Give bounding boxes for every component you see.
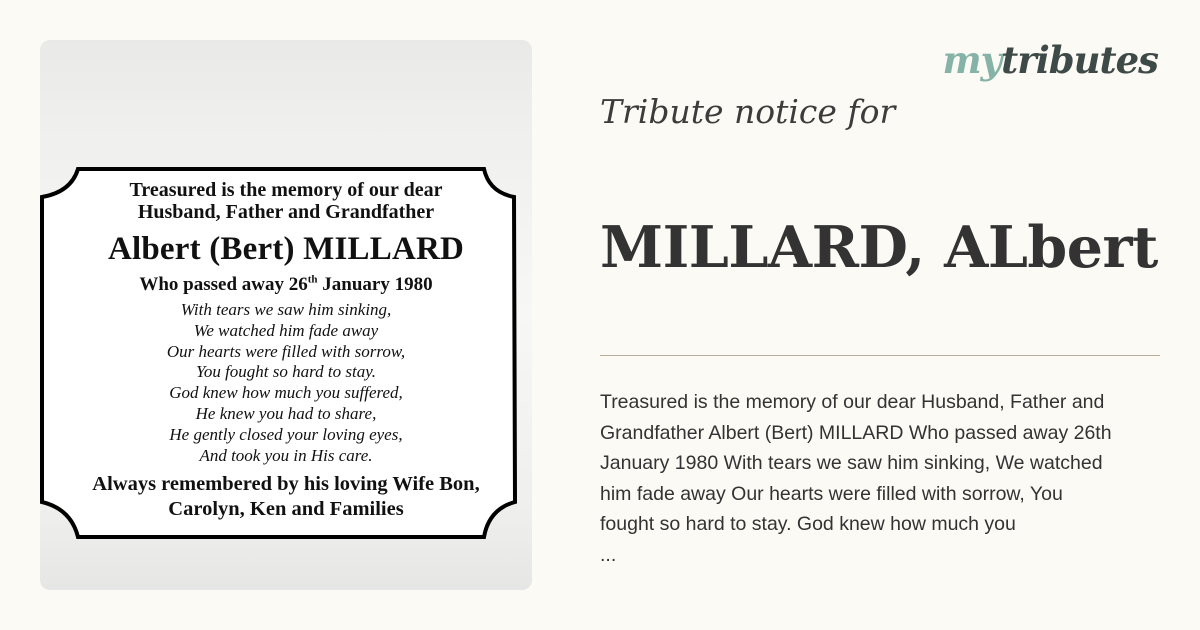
notice-footer-line-1: Always remembered by his loving Wife Bon, bbox=[92, 473, 480, 496]
verse-line: You fought so hard to stay. bbox=[195, 362, 377, 382]
verse-line: He gently closed your loving eyes, bbox=[169, 424, 403, 444]
notice-deceased-name: Albert (Bert) MILLARD bbox=[107, 231, 465, 267]
notice-passed-suffix: January 1980 bbox=[317, 274, 433, 295]
mytributes-logo[interactable] bbox=[942, 36, 1158, 84]
excerpt-line: Grandfather Albert (Bert) MILLARD Who passed away 26th bbox=[600, 421, 1112, 444]
divider bbox=[600, 355, 1160, 356]
excerpt-ellipsis: ... bbox=[600, 543, 617, 566]
verse-line: Our hearts were filled with sorrow, bbox=[166, 341, 406, 361]
verse-line: God knew how much you suffered, bbox=[169, 383, 403, 403]
verse-line: We watched him fade away bbox=[193, 320, 379, 340]
notice-heading-line-1: Treasured is the memory of our dear bbox=[129, 179, 443, 201]
tribute-subtitle: Tribute notice for bbox=[600, 92, 896, 131]
verse-line: With tears we saw him sinking, bbox=[180, 300, 392, 319]
notice-passed-sup: th bbox=[307, 273, 318, 286]
excerpt-line: January 1980 With tears we saw him sinking, We watched bbox=[600, 452, 1103, 474]
notice-content bbox=[40, 167, 532, 540]
notice-verse bbox=[50, 300, 522, 466]
notice-passed-away bbox=[50, 273, 522, 297]
excerpt-line: him fade away Our hearts were filled with sorrow, You bbox=[600, 482, 1063, 505]
notice-heading-line-2: Husband, Father and Grandfather bbox=[137, 201, 435, 223]
tribute-excerpt bbox=[600, 387, 1184, 570]
verse-line: He knew you had to share, bbox=[195, 403, 377, 423]
notice-footer-line-2: Carolyn, Ken and Families bbox=[168, 498, 404, 521]
notice-image-card bbox=[40, 40, 532, 590]
deceased-name-title: MILLARD, ALbert bbox=[600, 214, 1158, 281]
logo-tributes: tributes bbox=[1001, 38, 1158, 82]
logo-my: my bbox=[942, 38, 1002, 82]
excerpt-line: Treasured is the memory of our dear Husband, Father and bbox=[600, 391, 1105, 413]
verse-line: And took you in His care. bbox=[199, 445, 373, 465]
excerpt-line: fought so hard to stay. God knew how much you bbox=[600, 513, 1016, 535]
notice-passed-prefix: Who passed away 26 bbox=[139, 274, 308, 295]
notice-footer bbox=[50, 472, 522, 522]
